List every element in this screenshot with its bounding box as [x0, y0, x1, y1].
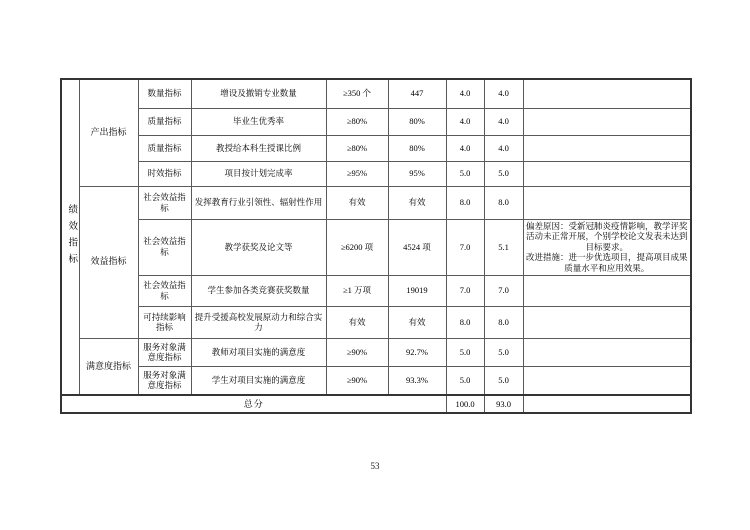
final-score-cell: 5.1 — [484, 219, 523, 275]
table-row — [61, 135, 691, 161]
target-value-cell: ≥90% — [326, 366, 388, 395]
total-row — [61, 395, 691, 413]
actual-value-cell: 19019 — [388, 275, 446, 306]
remark-cell — [523, 395, 691, 413]
final-score-cell: 8.0 — [484, 306, 523, 338]
indicator-name-cell: 学生参加各类竞赛获奖数量 — [191, 275, 326, 306]
sub-indicator-cell: 社会效益指标 — [138, 275, 191, 306]
remark-cell — [523, 79, 691, 108]
table-row — [61, 338, 691, 366]
sub-indicator-cell: 数量指标 — [138, 79, 191, 108]
target-value-cell: ≥1 万项 — [326, 275, 388, 306]
total-final-score-cell: 93.0 — [484, 395, 523, 413]
table-row — [61, 79, 691, 108]
sub-indicator-cell: 服务对象满意度指标 — [138, 366, 191, 395]
weight-score-cell: 8.0 — [446, 306, 484, 338]
target-value-cell: ≥80% — [326, 108, 388, 135]
sub-indicator-cell: 社会效益指标 — [138, 186, 191, 219]
actual-value-cell: 80% — [388, 108, 446, 135]
indicator-name-cell: 提升受援高校发展原动力和综合实力 — [191, 306, 326, 338]
actual-value-cell: 447 — [388, 79, 446, 108]
remark-cell — [523, 306, 691, 338]
remark-cell — [523, 186, 691, 219]
target-value-cell: 有效 — [326, 306, 388, 338]
target-value-cell: ≥95% — [326, 161, 388, 186]
sub-indicator-cell: 服务对象满意度指标 — [138, 338, 191, 366]
target-value-cell: ≥90% — [326, 338, 388, 366]
target-value-cell: 有效 — [326, 186, 388, 219]
sub-indicator-cell: 质量指标 — [138, 108, 191, 135]
category-satisfaction-cell: 满意度指标 — [79, 338, 138, 395]
final-score-cell: 4.0 — [484, 79, 523, 108]
indicator-name-cell: 项目按计划完成率 — [191, 161, 326, 186]
sub-indicator-cell: 质量指标 — [138, 135, 191, 161]
indicator-name-cell: 增设及撤销专业数量 — [191, 79, 326, 108]
table-row — [61, 108, 691, 135]
final-score-cell: 5.0 — [484, 161, 523, 186]
actual-value-cell: 有效 — [388, 306, 446, 338]
remark-cell — [523, 366, 691, 395]
actual-value-cell: 80% — [388, 135, 446, 161]
sub-indicator-cell: 可持续影响指标 — [138, 306, 191, 338]
table-row — [61, 186, 691, 219]
remark-cell — [523, 275, 691, 306]
weight-score-cell: 5.0 — [446, 338, 484, 366]
sub-indicator-cell: 社会效益指标 — [138, 219, 191, 275]
total-weight-score-cell: 100.0 — [446, 395, 484, 413]
total-label-cell: 总分 — [61, 395, 446, 413]
final-score-cell: 4.0 — [484, 108, 523, 135]
performance-indicator-table — [60, 78, 692, 414]
deviation-reason-text: 偏差原因：受新冠肺炎疫情影响，教学评奖活动未正常开展，个别学校论文发表未达到目标要求。 — [525, 220, 688, 252]
remark-cell — [523, 108, 691, 135]
table-row — [61, 366, 691, 395]
actual-value-cell: 4524 项 — [388, 219, 446, 275]
table-row — [61, 219, 691, 275]
indicator-name-cell: 教授给本科生授课比例 — [191, 135, 326, 161]
remark-cell — [523, 135, 691, 161]
weight-score-cell: 7.0 — [446, 219, 484, 275]
weight-score-cell: 4.0 — [446, 135, 484, 161]
actual-value-cell: 92.7% — [388, 338, 446, 366]
actual-value-cell: 95% — [388, 161, 446, 186]
page-number: 53 — [370, 461, 380, 471]
weight-score-cell: 4.0 — [446, 79, 484, 108]
performance-indicator-header-cell — [61, 79, 79, 395]
final-score-cell: 4.0 — [484, 135, 523, 161]
remark-cell — [523, 161, 691, 186]
final-score-cell: 5.0 — [484, 338, 523, 366]
actual-value-cell: 93.3% — [388, 366, 446, 395]
actual-value-cell: 有效 — [388, 186, 446, 219]
table-row — [61, 161, 691, 186]
final-score-cell: 7.0 — [484, 275, 523, 306]
improvement-measure-text: 改进措施：进一步优选项目，提高项目成果质量水平和应用效果。 — [525, 252, 688, 273]
weight-score-cell: 5.0 — [446, 161, 484, 186]
category-benefit-cell: 效益指标 — [79, 186, 138, 338]
target-value-cell: ≥6200 项 — [326, 219, 388, 275]
final-score-cell: 8.0 — [484, 186, 523, 219]
weight-score-cell: 5.0 — [446, 366, 484, 395]
target-value-cell: ≥350 个 — [326, 79, 388, 108]
target-value-cell: ≥80% — [326, 135, 388, 161]
weight-score-cell: 4.0 — [446, 108, 484, 135]
table-row — [61, 306, 691, 338]
indicator-name-cell: 教师对项目实施的满意度 — [191, 338, 326, 366]
indicator-name-cell: 教学获奖及论文等 — [191, 219, 326, 275]
sub-indicator-cell: 时效指标 — [138, 161, 191, 186]
weight-score-cell: 8.0 — [446, 186, 484, 219]
performance-indicator-label: 绩效指标 — [66, 204, 77, 271]
category-output-cell: 产出指标 — [79, 79, 138, 186]
final-score-cell: 5.0 — [484, 366, 523, 395]
indicator-name-cell: 学生对项目实施的满意度 — [191, 366, 326, 395]
indicator-name-cell: 毕业生优秀率 — [191, 108, 326, 135]
table-row — [61, 275, 691, 306]
weight-score-cell: 7.0 — [446, 275, 484, 306]
indicator-name-cell: 发挥教育行业引领性、辐射性作用 — [191, 186, 326, 219]
remark-cell — [523, 219, 691, 275]
remark-cell — [523, 338, 691, 366]
